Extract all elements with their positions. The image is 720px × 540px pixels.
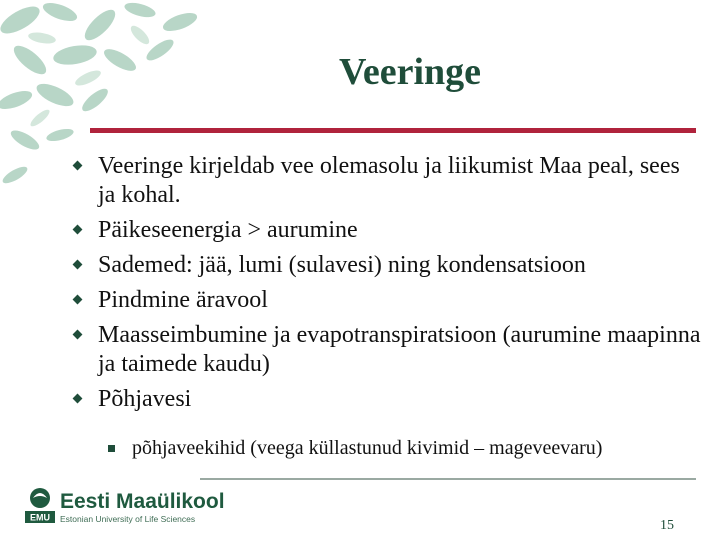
bullet-item — [72, 251, 702, 280]
bullet-text: Sademed: jää, lumi (sulavesi) ning kondensatsioon — [98, 252, 586, 278]
diamond-bullet-icon — [73, 330, 83, 340]
logo-name: Eesti Maaülikool — [60, 490, 225, 513]
footer-divider — [200, 478, 696, 480]
university-logo-icon — [24, 486, 56, 524]
bullet-item — [72, 385, 702, 414]
bullet-item — [72, 216, 702, 245]
bullet-list — [72, 152, 702, 420]
title-divider — [90, 128, 696, 133]
bullet-text: Pindmine äravool — [98, 287, 268, 313]
square-bullet-icon — [108, 445, 115, 452]
diamond-bullet-icon — [73, 394, 83, 404]
diamond-bullet-icon — [73, 295, 83, 305]
bullet-text: Põhjavesi — [98, 386, 192, 412]
page-number: 15 — [660, 518, 674, 533]
diamond-bullet-icon — [73, 260, 83, 270]
bullet-text: Veeringe kirjeldab vee olemasolu ja liikumist Maa peal, sees ja kohal. — [98, 153, 680, 208]
university-logo — [24, 486, 225, 528]
logo-mark-text: EMU — [30, 512, 50, 523]
diamond-bullet-icon — [73, 225, 83, 235]
bullet-text: Päikeseenergia > aurumine — [98, 217, 358, 243]
bullet-item — [72, 321, 702, 379]
bullet-item — [72, 152, 702, 210]
diamond-bullet-icon — [73, 161, 83, 171]
bullet-text: Maasseimbumine ja evapotranspiratsioon (aurumine maapinna ja taimede kaudu) — [98, 322, 701, 377]
sub-bullet-text: põhjaveekihid (veega küllastunud kivimid – mageveevaru) — [132, 437, 603, 459]
bullet-item — [72, 286, 702, 315]
logo-subtitle: Estonian University of Life Sciences — [60, 514, 196, 524]
slide-title: Veeringe — [338, 51, 482, 93]
